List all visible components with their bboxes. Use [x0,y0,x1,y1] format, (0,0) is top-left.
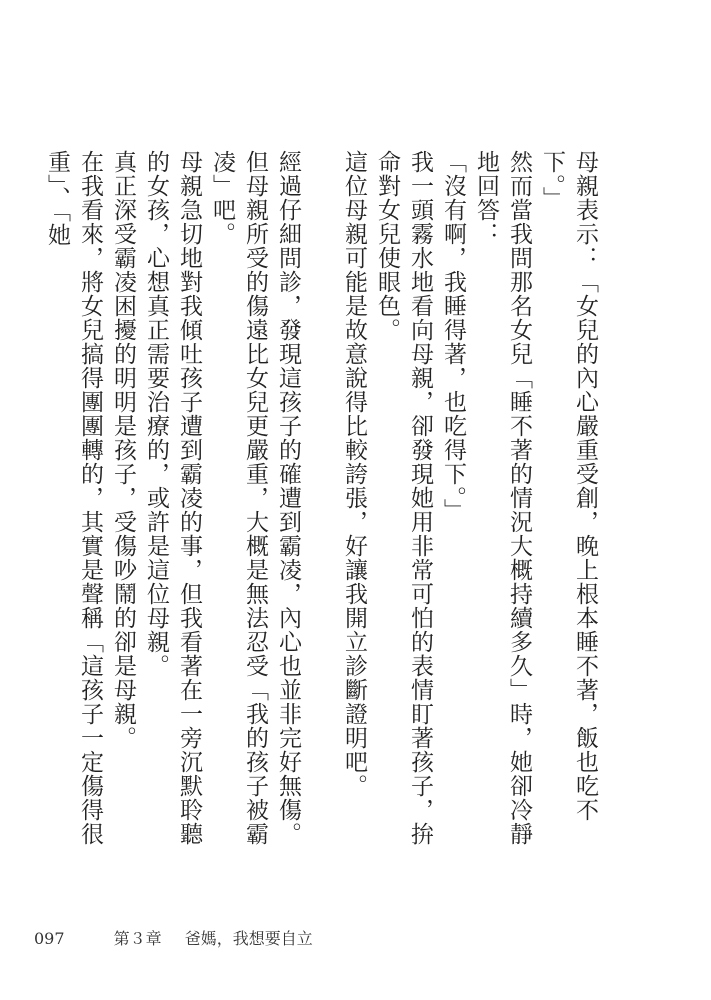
paragraph-conclusion: 在我看來，將女兒搞得團團轉的，其實是聲稱「這孩子一定傷得很重」、「她 [44,150,103,846]
paragraph-child-suffers: 真正深受霸凌困擾的明明是孩子，受傷吵鬧的卻是母親。 [110,150,136,750]
paragraph-mother-signal: 我一頭霧水地看向母親，卻發現她用非常可怕的表情盯著孩子，拚命對女兒使眼色。 [374,150,433,846]
paragraph-exaggeration: 這位母親可能是故意說得比較誇張，好讓我開立診斷證明吧。 [341,150,367,798]
chapter-label: 第３章 [113,929,162,948]
paragraph-mother-needs-care: 母親急切地對我傾吐孩子遭到霸凌的事，但我看著在一旁沉默聆聽的女孩，心想真正需要治療的，或許是這位母親。 [143,150,202,846]
paragraph-mother-hurt: 但母親所受的傷遠比女兒更嚴重，大概是無法忍受「我的孩子被霸凌」吧。 [209,150,268,846]
paragraph-diagnosis: 經過仔細問診，發現這孩子的確遭到霸凌，內心也並非完好無傷。 [275,150,301,846]
page-number: 097 [34,929,65,948]
paragraph-spacer [304,150,337,850]
vertical-text-body [40,150,601,850]
page-footer [34,926,313,949]
paragraph-question-to-daughter: 然而當我問那名女兒「睡不著的情況大概持續多久」時，她卻冷靜地回答： [473,150,532,846]
paragraph-daughter-reply: 「沒有啊，我睡得著，也吃得下。」 [440,150,466,523]
chapter-title: 爸媽，我想要自立 [184,929,313,948]
paragraph-mother-statement: 母親表示：「女兒的內心嚴重受創，晚上根本睡不著，飯也吃不下。」 [539,150,598,822]
